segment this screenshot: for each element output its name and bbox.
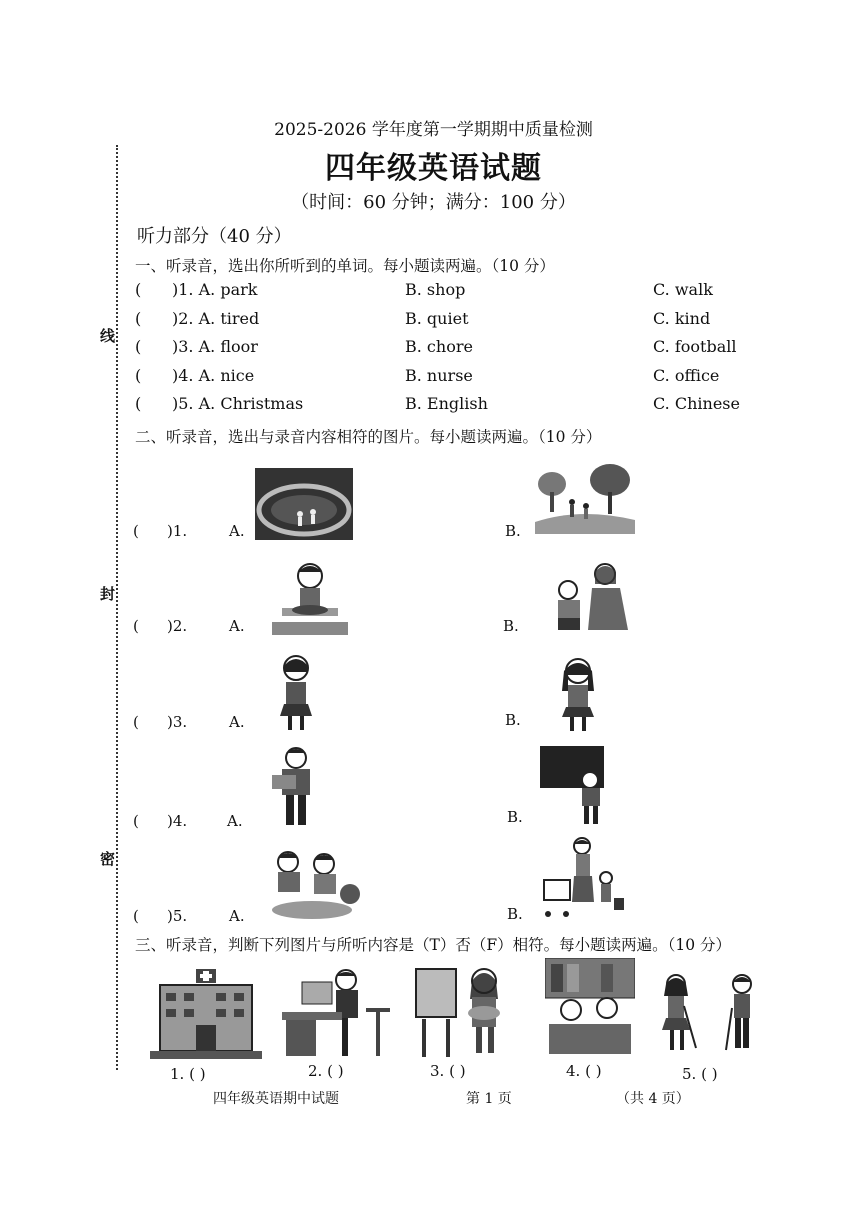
answer-paren: ( [133, 522, 139, 540]
boys-playing-picture [266, 848, 361, 923]
option-b-label: B. [503, 617, 519, 635]
answer-paren: ( [135, 366, 142, 385]
tf-answer-3: 3. ( ) [430, 1062, 466, 1080]
tf-answer-5: 5. ( ) [682, 1065, 718, 1083]
part3-heading: 三、听录音，判断下列图片与所听内容是（T）否（F）相符。每小题读两遍。（10 分） [135, 936, 731, 954]
option-b-label: B. [505, 522, 521, 540]
option-b: B. shop [405, 280, 466, 299]
option-b-label: B. [507, 905, 523, 923]
answer-paren: ( [135, 394, 142, 413]
boy-sweeping-picture [724, 972, 760, 1056]
answer-paren: ( [135, 280, 142, 299]
footer-total-pages: （共 4 页） [616, 1091, 690, 1107]
tf-answer-1: 1. ( ) [170, 1065, 206, 1083]
binding-dotted-line [116, 145, 118, 1070]
answer-paren: ( [135, 309, 142, 328]
option-b: B. nurse [405, 366, 473, 385]
option-b: B. chore [405, 337, 473, 356]
footer-page-number: 第 1 页 [466, 1091, 512, 1107]
option-c: C. Chinese [653, 394, 740, 413]
part1-row [135, 366, 835, 390]
option-c: C. office [653, 366, 720, 385]
answer-paren: ( [133, 713, 139, 731]
answer-paren: ( [133, 617, 139, 635]
part1-heading: 一、听录音，选出你所听到的单词。每小题读两遍。（10 分） [135, 257, 555, 275]
answer-paren: ( [133, 907, 139, 925]
question-number: )1. [167, 522, 188, 540]
binding-char-mi: 密 [100, 850, 116, 868]
running-track-picture [255, 468, 353, 540]
mother-child-picture [550, 560, 630, 632]
option-a-label: A. [229, 713, 245, 731]
exam-time-line: （时间：60 分钟；满分：100 分） [291, 192, 576, 213]
exam-year-line: 2025-2026 学年度第一学期期中质量检测 [274, 120, 593, 140]
part1-row [135, 337, 835, 361]
part1-row [135, 394, 835, 418]
girl-painting-picture [412, 963, 516, 1059]
option-a: )3. A. floor [172, 337, 258, 356]
exam-title: 四年级英语试题 [325, 151, 542, 186]
shopping-cart-picture [540, 836, 630, 924]
listening-section-title: 听力部分（40 分） [137, 226, 292, 247]
girl-cooking-picture [272, 560, 348, 635]
question-number: )2. [167, 617, 188, 635]
option-a-label: A. [229, 522, 245, 540]
option-b: B. English [405, 394, 488, 413]
teacher-blackboard-picture [540, 746, 612, 826]
girl-long-hair-picture [548, 655, 608, 735]
binding-char-feng: 封 [100, 585, 116, 603]
tf-answer-4: 4. ( ) [566, 1062, 602, 1080]
answer-paren: ( [135, 337, 142, 356]
option-c: C. kind [653, 309, 711, 328]
option-a: )5. A. Christmas [172, 394, 304, 413]
part1-row [135, 280, 835, 304]
hospital-picture [150, 965, 262, 1061]
option-a-label: A. [227, 812, 243, 830]
girl-sweeping-picture [654, 972, 700, 1056]
option-c: C. walk [653, 280, 713, 299]
question-number: )3. [167, 713, 188, 731]
option-a-label: A. [229, 617, 245, 635]
option-b: B. quiet [405, 309, 469, 328]
question-number: )4. [167, 812, 188, 830]
option-c: C. football [653, 337, 737, 356]
option-a: )2. A. tired [172, 309, 260, 328]
answer-paren: ( [133, 812, 139, 830]
part2-heading: 二、听录音，选出与录音内容相符的图片。每小题读两遍。（10 分） [135, 428, 602, 446]
man-at-desk-picture [282, 968, 392, 1058]
binding-char-xian: 线 [100, 327, 116, 345]
tf-answer-2: 2. ( ) [308, 1062, 344, 1080]
park-trees-picture [530, 462, 638, 534]
man-holding-book-picture [268, 745, 324, 829]
footer-exam-name: 四年级英语期中试题 [213, 1091, 339, 1107]
part1-row [135, 309, 835, 333]
option-a-label: A. [229, 907, 245, 925]
option-b-label: B. [507, 808, 523, 826]
option-b-label: B. [505, 711, 521, 729]
girl-short-hair-picture [268, 652, 324, 734]
option-a: )1. A. park [172, 280, 258, 299]
option-a: )4. A. nice [172, 366, 255, 385]
children-reading-picture [545, 958, 635, 1056]
question-number: )5. [167, 907, 188, 925]
